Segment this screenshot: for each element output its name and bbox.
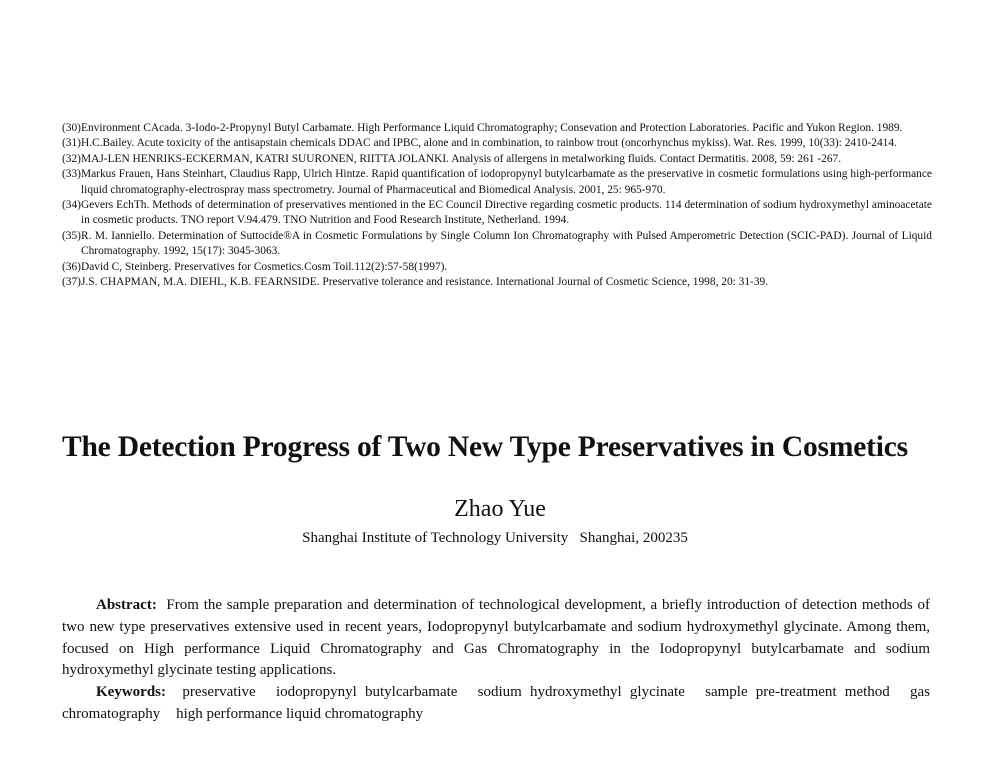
author-affiliation: Shanghai Institute of Technology University Shanghai, 200235	[302, 530, 688, 546]
keyword: sodium hydroxymethyl glycinate	[477, 684, 685, 701]
reference-item	[62, 229, 932, 260]
reference-text: Gevers EchTh. Methods of determination of preservatives mentioned in the EC Council Directive regarding cosmetic products. 114 determination of sodium hydroxymethyl aminoacetate in cosmetic products. TNO report V.94.479. TNO Nutrition and Food Research Institute, Netherland. 1994.	[80, 199, 932, 227]
abstract-paragraph	[62, 595, 930, 682]
reference-text: MAJ-LEN HENRIKS-ECKERMAN, KATRI SUURONEN, RIITTA JOLANKI. Analysis of allergens in metalworking fluids. Contact Dermatitis. 2008, 59: 261 -267.	[80, 152, 842, 165]
reference-number: (30)	[62, 122, 81, 134]
reference-number: (37)	[62, 276, 81, 289]
reference-list	[62, 121, 932, 290]
reference-item	[62, 121, 932, 136]
keywords-paragraph	[62, 682, 930, 726]
reference-text: J.S. CHAPMAN, M.A. DIEHL, K.B. FEARNSIDE. Preservative tolerance and resistance. International Journal of Cosmetic Science, 1998, 20: 31-39.	[80, 276, 769, 289]
keyword: gas chromatography	[62, 684, 931, 722]
reference-text: H.C.Bailey. Acute toxicity of the antisapstain chemicals DDAC and IPBC, alone and in combination, to rainbow trout (oncorhynchus mykiss). Wat. Res. 1999, 10(33): 2410-2414.	[80, 137, 897, 150]
reference-item	[62, 152, 932, 167]
reference-item	[62, 167, 932, 198]
reference-item	[62, 260, 932, 275]
reference-number: (31)	[62, 137, 81, 150]
keyword: preservative	[182, 684, 256, 701]
reference-number: (36)	[62, 260, 81, 273]
keywords-label: Keywords:	[96, 684, 166, 701]
reference-number: (34)	[62, 199, 81, 212]
abstract-text: From the sample preparation and determination of technological development, a briefly introduction of detection methods of two new type preservatives extensive used in recent years, Iodopropynyl butylcarbamate and sodium hydroxymethyl glycinate. Among them, focused on High performance Liquid Chromatography and Gas Chromatography in the Iodopropynyl butylcarbamate and sodium hydroxymethyl glycinate testing applications.	[62, 597, 930, 679]
reference-number: (32)	[62, 152, 81, 165]
reference-item	[62, 198, 932, 229]
reference-text: R. M. Ianniello. Determination of Suttocide®A in Cosmetic Formulations by Single Column Ion Chromatography with Pulsed Amperometric Detection (SCIC-PAD). Journal of Liquid Chromatography. 1992, 15(17): 3045-3063.	[80, 229, 932, 258]
abstract-section	[62, 595, 930, 726]
reference-number: (35)	[62, 229, 81, 242]
keyword: sample pre-treatment method	[705, 684, 890, 701]
paper-title: The Detection Progress of Two New Type Preservatives in Cosmetics	[62, 431, 908, 463]
reference-number: (33)	[62, 168, 81, 181]
keyword: high performance liquid chromatography	[176, 705, 424, 722]
reference-text: Markus Frauen, Hans Steinhart, Claudius Rapp, Ulrich Hintze. Rapid quantification of iodopropynyl butylcarbamate as the preservative in cosmetic formulations using high-performance liquid chromatography-electrospray mass spectrometry. Journal of Pharmaceutical and Biomedical Analysis. 2001, 25: 965-970.	[80, 168, 932, 196]
keyword: iodopropynyl butylcarbamate	[275, 684, 458, 701]
reference-item	[62, 136, 932, 151]
author-name: Zhao Yue	[454, 496, 546, 522]
reference-text: David C, Steinberg. Preservatives for Cosmetics.Cosm Toil.112(2):57-58(1997).	[80, 260, 448, 273]
reference-item	[62, 275, 932, 290]
abstract-label: Abstract:	[96, 597, 157, 613]
reference-text: Environment CAcada. 3-Iodo-2-Propynyl Butyl Carbamate. High Performance Liquid Chromatography; Consevation and Protection Laboratories. Pacific and Yukon Region. 1989.	[80, 122, 903, 134]
